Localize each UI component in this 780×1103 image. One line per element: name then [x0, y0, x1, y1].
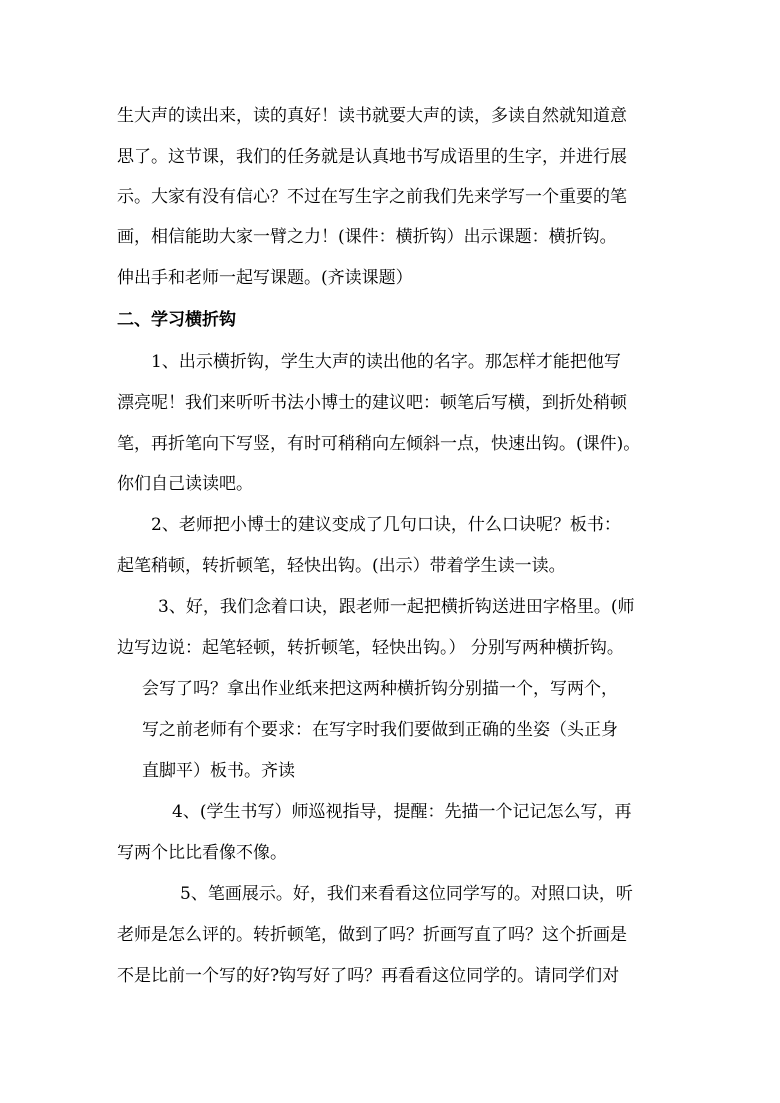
step5-line: 5、笔画展示。好，我们来看看这位同学写的。对照口诀，听	[180, 884, 633, 904]
step3-line: 会写了吗？拿出作业纸来把这两种横折钩分别描一个，写两个，	[142, 679, 618, 699]
step1-line: 1、出示横折钩，学生大声的读出他的名字。那怎样才能把他写	[151, 352, 621, 372]
step4-line: 4、(学生书写）师巡视指导，提醒：先描一个记记怎么写，再	[172, 802, 632, 822]
step3-line: 直脚平）板书。齐读	[142, 761, 295, 781]
step5-line: 老师是怎么评的。转折顿笔，做到了吗？折画写直了吗？这个折画是	[117, 925, 627, 945]
step2-line: 起笔稍顿，转折顿笔，轻快出钩。(出示）带着学生读一读。	[117, 556, 566, 576]
step3-line: 3、好，我们念着口诀，跟老师一起把横折钩送进田字格里。(师	[158, 597, 635, 617]
step1-line: 笔，再折笔向下写竖，有时可稍稍向左倾斜一点，快速出钩。(课件)。	[117, 434, 641, 454]
section-heading: 二、学习横折钩	[117, 310, 236, 330]
intro-line: 伸出手和老师一起写课题。(齐读课题）	[117, 268, 413, 288]
intro-line: 生大声的读出来，读的真好！读书就要大声的读，多读自然就知道意	[117, 106, 627, 126]
step3-line: 写之前老师有个要求：在写字时我们要做到正确的坐姿（头正身	[142, 720, 618, 740]
intro-line: 画，相信能助大家一臂之力！(课件：横折钩）出示课题：横折钩。	[117, 227, 617, 247]
step1-line: 你们自己读读吧。	[117, 474, 253, 494]
step2-line: 2、老师把小博士的建议变成了几句口诀，什么口诀呢？板书：	[151, 515, 621, 535]
step1-line: 漂亮呢！我们来听听书法小博士的建议吧：顿笔后写横，到折处稍顿	[117, 393, 627, 413]
step4-line: 写两个比比看像不像。	[117, 843, 287, 863]
step5-line: 不是比前一个写的好?钩写好了吗？再看看这位同学的。请同学们对	[117, 966, 620, 986]
intro-line: 示。大家有没有信心？不过在写生字之前我们先来学写一个重要的笔	[117, 187, 627, 207]
step3-line: 边写边说：起笔轻顿，转折顿笔，轻快出钩。） 分别写两种横折钩。	[117, 638, 624, 658]
intro-line: 思了。这节课，我们的任务就是认真地书写成语里的生字，并进行展	[117, 147, 627, 167]
